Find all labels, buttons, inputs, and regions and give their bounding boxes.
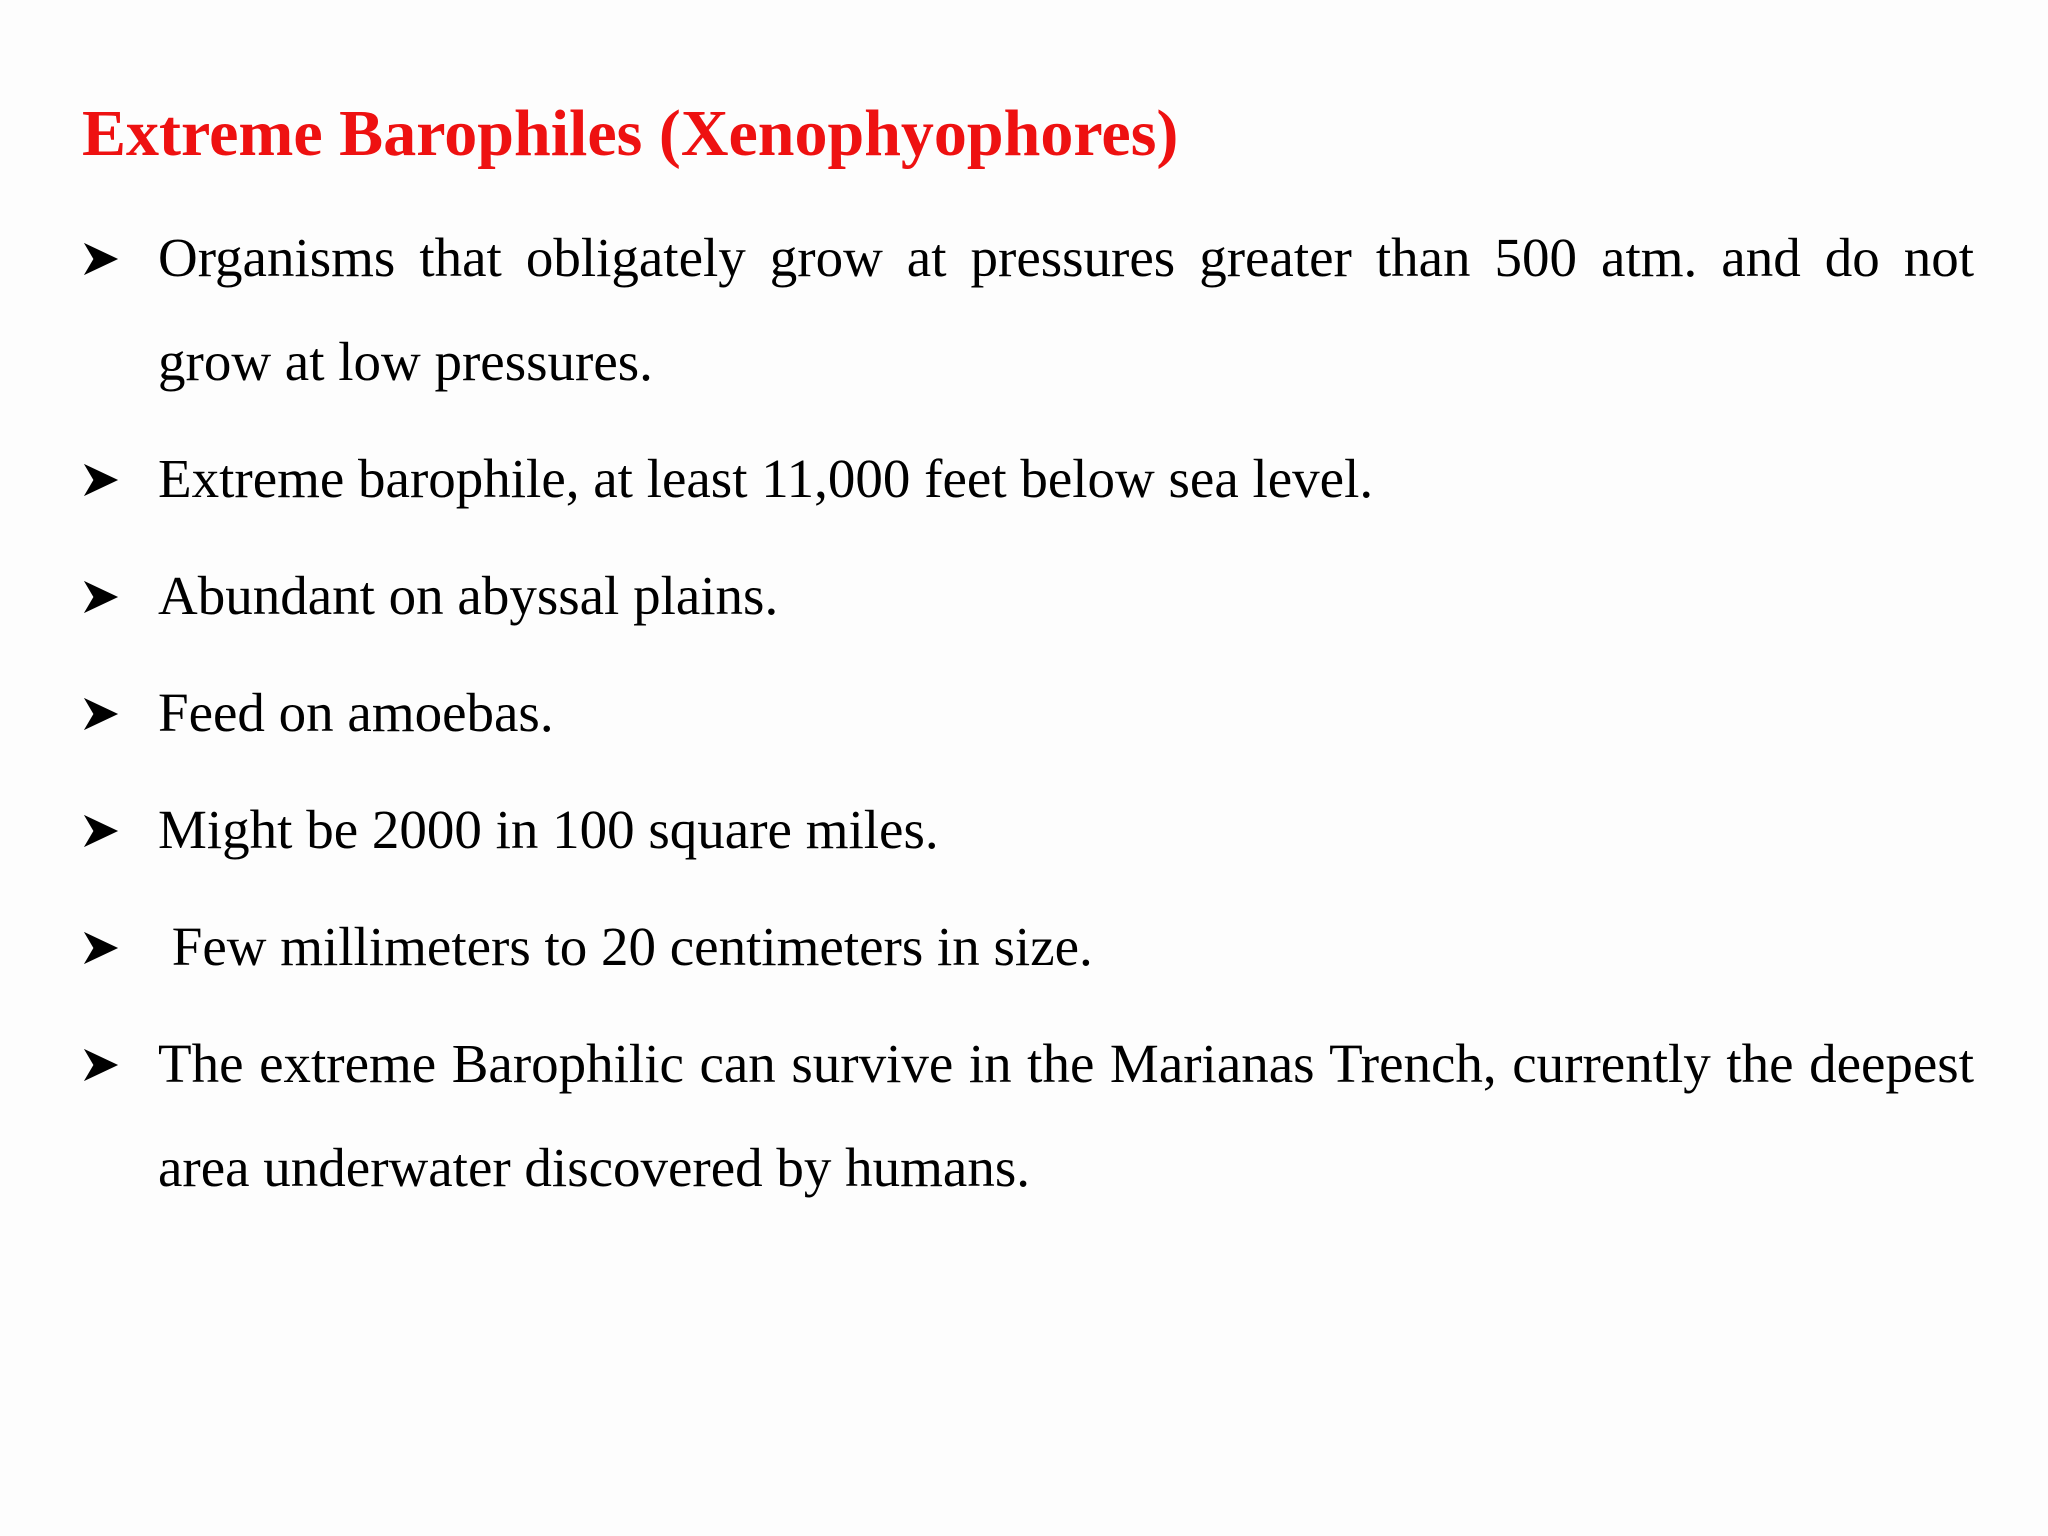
arrowhead-bullet-icon — [82, 812, 120, 850]
bullet-text: Few millimeters to 20 centimeters in size. — [158, 916, 1093, 977]
bullet-text: Feed on amoebas. — [158, 682, 554, 743]
arrowhead-bullet-icon — [82, 240, 120, 278]
arrowhead-bullet-icon — [82, 1046, 120, 1084]
arrowhead-bullet-icon — [82, 461, 120, 499]
bullet-text: Abundant on abyssal plains. — [158, 565, 779, 626]
arrowhead-bullet-icon — [82, 695, 120, 733]
bullet-text: Might be 2000 in 100 square miles. — [158, 799, 939, 860]
bullet-text: Organisms that obligately grow at pressures greater than 500 atm. and do not grow at low pressures. — [158, 227, 1974, 392]
bullet-text: The extreme Barophilic can survive in the Marianas Trench, currently the deepest area underwater discovered by humans. — [158, 1033, 1974, 1198]
bullet-text: Extreme barophile, at least 11,000 feet below sea level. — [158, 448, 1374, 509]
arrowhead-bullet-icon — [82, 929, 120, 967]
slide-title: Extreme Barophiles (Xenophyophores) — [82, 97, 1179, 170]
arrowhead-bullet-icon — [82, 578, 120, 616]
